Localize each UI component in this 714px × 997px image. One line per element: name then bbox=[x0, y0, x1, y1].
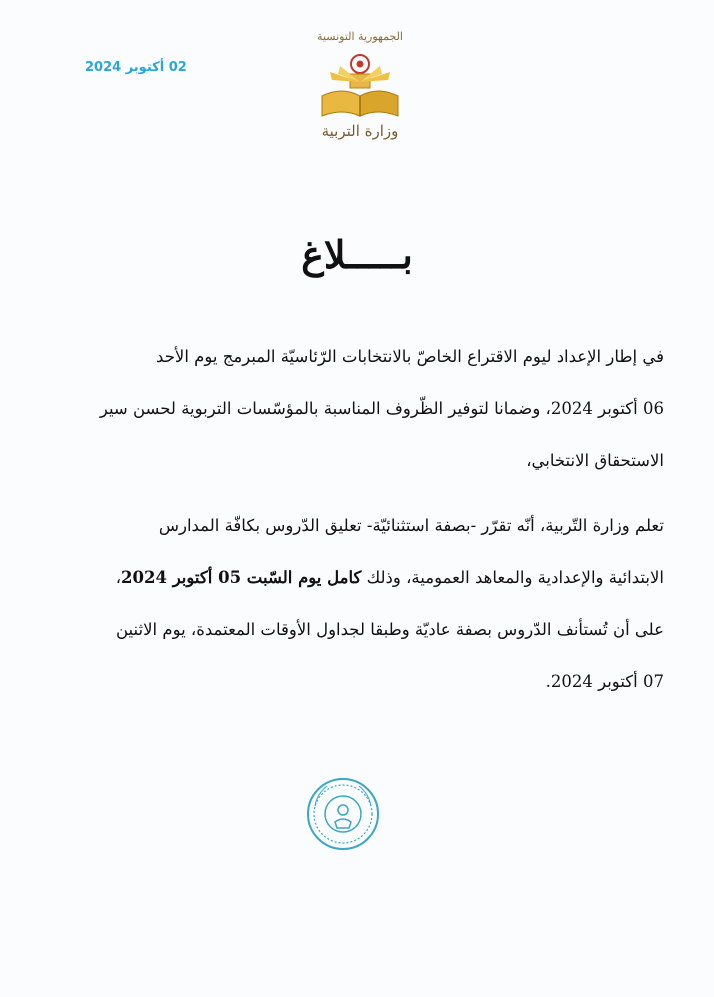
page-title: بـــــلاغ bbox=[301, 232, 413, 277]
paragraph-1 bbox=[60, 331, 664, 487]
paragraph-2-line: الابتدائية والإعدادية والمعاهد العمومية، وذلك كامل يوم السّبت 05 أكتوبر 2024، bbox=[115, 568, 664, 587]
paragraph-1-line: 06 أكتوبر 2024، وضمانا لتوفير الظّروف المناسبة بالمؤسّسات التربوية لحسن سير bbox=[99, 399, 664, 418]
logo-ministry-text: وزارة التربية bbox=[321, 122, 399, 140]
document-date: 02 أكتوبر 2024 bbox=[85, 60, 187, 75]
closure-date-emphasis: كامل يوم السّبت 05 أكتوبر 2024 bbox=[121, 568, 362, 587]
logo-republic-text: الجمهورية التونسية bbox=[317, 30, 403, 43]
paragraph-1-line: في إطار الإعداد ليوم الاقتراع الخاصّ بالانتخابات الرّئاسيّة المبرمج يوم الأحد bbox=[156, 347, 664, 366]
paragraph-2-line: تعلم وزارة التّربية، أنّه تقرّر -بصفة استثنائيّة- تعليق الدّروس بكافّة المدارس bbox=[158, 516, 664, 535]
paragraph-1-line: الاستحقاق الانتخابي، bbox=[526, 451, 664, 470]
paragraph-2-line: 07 أكتوبر 2024. bbox=[545, 672, 664, 691]
ministry-logo bbox=[312, 24, 408, 146]
paragraph-2 bbox=[60, 500, 664, 708]
paragraph-2-line: على أن تُستأنف الدّروس بصفة عاديّة وطبقا لجداول الأوقات المعتمدة، يوم الاثنين bbox=[116, 620, 664, 639]
official-stamp-icon bbox=[305, 776, 381, 852]
